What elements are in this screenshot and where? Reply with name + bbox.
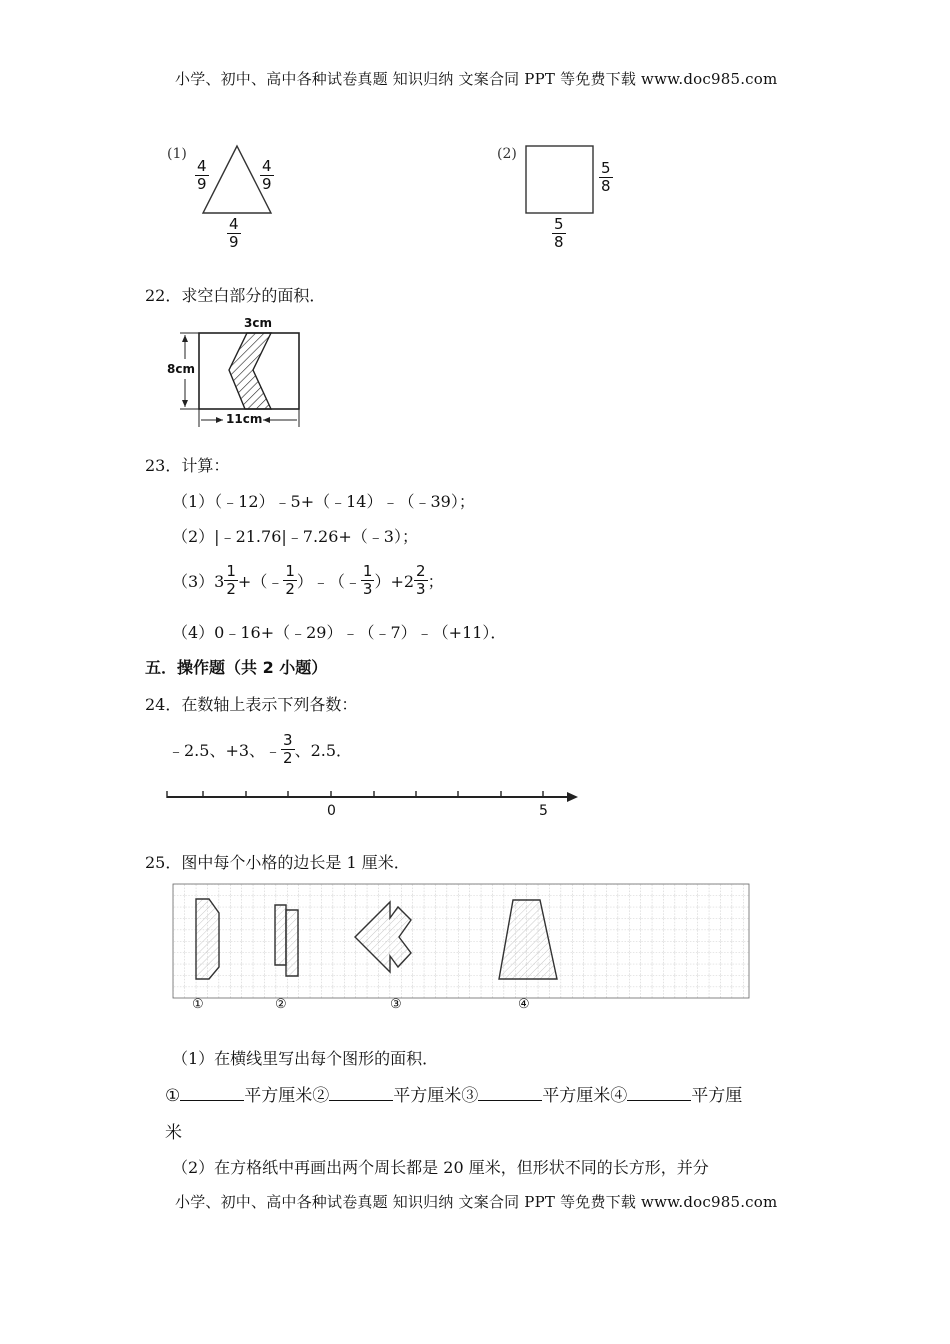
area-unit-3: 平方厘米 (542, 1086, 611, 1106)
q25-title: 25．图中每个小格的边长是 1 厘米． (145, 853, 410, 872)
area-answer-blank-2[interactable] (329, 1086, 393, 1101)
grid-figure (165, 880, 755, 1016)
area-unit-wrap: 米 (165, 1123, 182, 1143)
triangle-right-side-fraction: $\frac{4}{9}$ (262, 157, 272, 193)
q24-title: 24．在数轴上表示下列各数： (145, 695, 358, 714)
grid-shape-3-label: ③ (390, 997, 402, 1012)
q24-numbers (168, 727, 352, 771)
q24-fraction: $\frac{3}{2}$ (283, 730, 293, 767)
area-mark-4: ④ (610, 1086, 628, 1106)
triangle-left-side-fraction: $\frac{4}{9}$ (197, 157, 207, 193)
q23-part3-text-d: ）+2 (374, 571, 415, 591)
area-answer-blank-4[interactable] (627, 1086, 691, 1101)
q24-numbers-text-a: ﹣2.5、+3、﹣ (168, 740, 282, 760)
square-figure (495, 140, 625, 250)
q23-part3-text-b: +（﹣ (237, 571, 284, 591)
q23-part2: （2）|﹣21.76|﹣7.26+（﹣3）； (172, 527, 418, 546)
area-mark-1: ① (165, 1086, 181, 1106)
area-unit-4: 平方厘 (691, 1086, 743, 1106)
grid-shape-4-label: ④ (518, 997, 530, 1012)
q22-left-label: 8cm (167, 362, 195, 376)
square-figure-label: (2) (497, 146, 517, 162)
q22-figure (165, 313, 305, 431)
q22-title: 22．求空白部分的面积． (145, 286, 326, 305)
page-footer: 小学、初中、高中各种试卷真题 知识归纳 文案合同 PPT 等免费下载 www.doc985.com (175, 1193, 778, 1211)
area-mark-2: ② (312, 1086, 330, 1106)
q25-sub1: （1）在横线里写出每个图形的面积． (172, 1049, 439, 1068)
grid-shape-1-label: ① (192, 997, 204, 1012)
q23-part3-text-c: ）﹣（﹣ (296, 571, 361, 591)
number-line-tick-5: 5 (539, 803, 548, 819)
area-unit-1: 平方厘米 (244, 1086, 313, 1106)
page-header: 小学、初中、高中各种试卷真题 知识归纳 文案合同 PPT 等免费下载 www.doc985.com (175, 70, 778, 88)
triangle-figure-label: (1) (167, 146, 187, 162)
triangle-base-fraction: $\frac{4}{9}$ (229, 215, 239, 251)
q25-sub2: （2）在方格纸中再画出两个周长都是 20 厘米，但形状不同的长方形，并分 (172, 1158, 709, 1177)
area-answer-line (165, 1081, 742, 1106)
q23-part3-text-a: （3）3 (172, 571, 225, 591)
q23-part4: （4）0﹣16+（﹣29）﹣（﹣7）﹣（+11）． (172, 623, 507, 642)
area-mark-3: ③ (461, 1086, 479, 1106)
square-side-fraction: $\frac{5}{8}$ (601, 159, 611, 195)
number-line (160, 782, 590, 822)
q23-part3-fraction-1: $\frac{1}{2}$ (226, 561, 236, 598)
area-answer-blank-1[interactable] (180, 1086, 244, 1101)
q23-part3-fraction-2: $\frac{1}{2}$ (285, 561, 295, 598)
q22-bottom-label: 11cm (226, 412, 263, 426)
grid-shape-2-label: ② (275, 997, 287, 1012)
q23-part3-fraction-4: $\frac{2}{3}$ (416, 561, 426, 598)
number-line-tick-0: 0 (327, 803, 336, 819)
area-unit-2: 平方厘米 (393, 1086, 462, 1106)
section5-heading: 五．操作题（共 2 小题） (145, 658, 328, 677)
square-base-fraction: $\frac{5}{8}$ (554, 215, 564, 251)
number-line-svg (160, 782, 590, 822)
triangle-figure (165, 140, 285, 250)
q23-part1: （1）（﹣12）﹣5+（﹣14）﹣（﹣39）； (172, 492, 475, 511)
q23-part3 (172, 560, 444, 600)
q24-numbers-text-b: 、2.5． (294, 740, 353, 760)
q23-part3-text-e: ； (427, 571, 444, 591)
q23-title: 23．计算： (145, 456, 230, 475)
q23-part3-fraction-3: $\frac{1}{3}$ (362, 561, 373, 598)
q22-top-label: 3cm (244, 316, 272, 330)
grid-paper (165, 880, 755, 1016)
area-answer-blank-3[interactable] (478, 1086, 542, 1101)
